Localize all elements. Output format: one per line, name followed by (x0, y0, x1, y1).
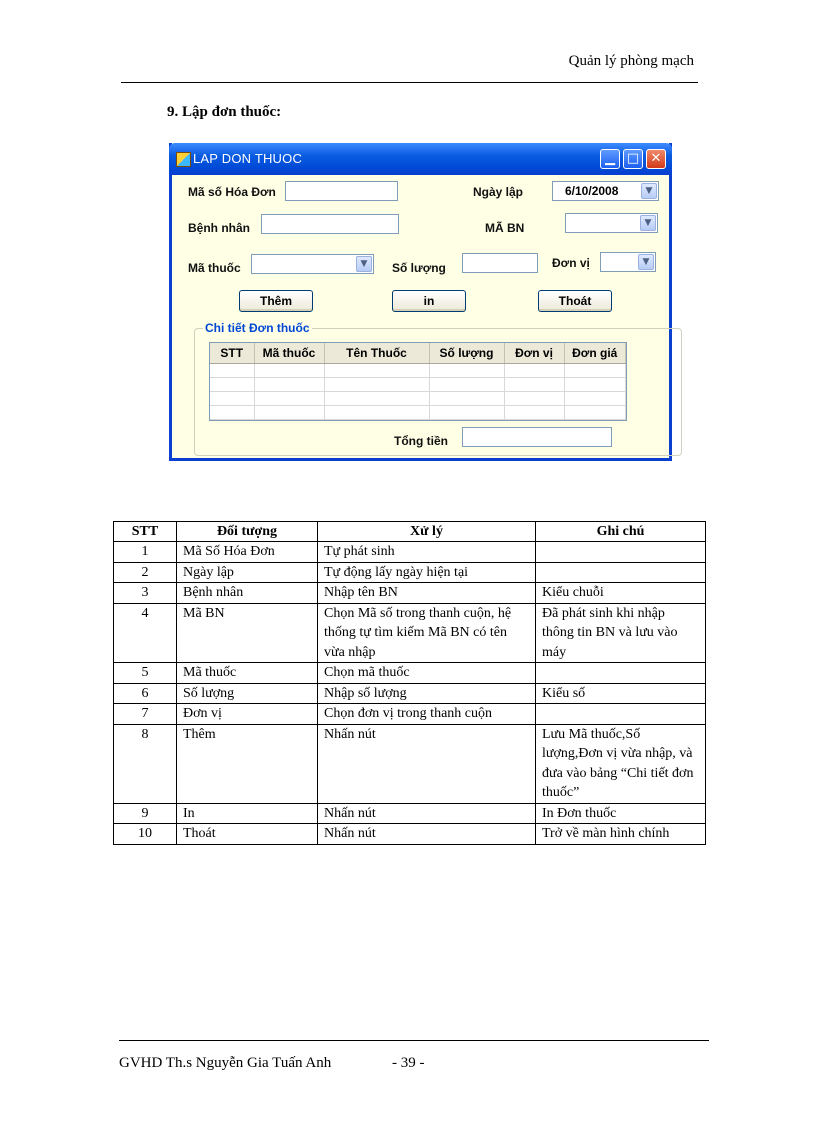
so-luong-input[interactable] (462, 253, 538, 273)
table-header-xu-ly: Xử lý (318, 522, 536, 542)
cell-ghi-chu (536, 704, 706, 725)
cell-ghi-chu: Lưu Mã thuốc,Số lượng,Đơn vị vừa nhập, và đưa vào bảng “Chi tiết đơn thuốc” (536, 724, 706, 803)
cell-stt: 9 (114, 803, 177, 824)
cell-xu-ly: Nhập số lượng (318, 683, 536, 704)
minimize-icon: ▁ (605, 151, 615, 166)
table-header-row (114, 522, 706, 542)
so-luong-label: Số lượng (392, 261, 446, 275)
cell-xu-ly: Nhấn nút (318, 803, 536, 824)
cell-stt: 7 (114, 704, 177, 725)
cell-ghi-chu: Kiểu số (536, 683, 706, 704)
header-title: Quản lý phòng mạch (568, 53, 694, 69)
table-row (114, 704, 706, 725)
window-titlebar[interactable] (169, 143, 672, 175)
cell-xu-ly: Chọn Mã số trong thanh cuộn, hệ thống tự tìm kiếm Mã BN có tên vừa nhập (318, 603, 536, 663)
header-divider (121, 82, 698, 83)
grid-col-ma-thuoc[interactable]: Mã thuốc (254, 343, 324, 364)
cell-doi-tuong: Ngày lập (177, 562, 318, 583)
cell-ghi-chu: Kiểu chuỗi (536, 583, 706, 604)
table-header-stt: STT (114, 522, 177, 542)
grid-row[interactable] (210, 378, 626, 392)
lap-don-thuoc-window (169, 143, 672, 461)
cell-stt: 4 (114, 603, 177, 663)
grid-col-stt[interactable]: STT (210, 343, 254, 364)
cell-xu-ly: Chọn mã thuốc (318, 663, 536, 684)
table-header-ghi-chu: Ghi chú (536, 522, 706, 542)
grid-row[interactable] (210, 392, 626, 406)
table-header-doi-tuong: Đối tượng (177, 522, 318, 542)
ma-thuoc-label: Mã thuốc (188, 261, 241, 275)
cell-doi-tuong: Mã Số Hóa Đơn (177, 542, 318, 563)
don-vi-combo[interactable] (600, 252, 656, 272)
cell-doi-tuong: Mã thuốc (177, 663, 318, 684)
table-row (114, 724, 706, 803)
cell-ghi-chu (536, 542, 706, 563)
cell-stt: 3 (114, 583, 177, 604)
ma-thuoc-combo[interactable] (251, 254, 374, 274)
table-row (114, 583, 706, 604)
chi-tiet-group-title: Chi tiết Đơn thuốc (205, 321, 310, 335)
cell-stt: 10 (114, 824, 177, 845)
cell-stt: 8 (114, 724, 177, 803)
table-row (114, 542, 706, 563)
in-button[interactable]: in (392, 290, 466, 312)
close-icon: ✕ (650, 151, 662, 166)
window-title: LAP DON THUOC (193, 151, 303, 166)
description-table (113, 521, 706, 845)
close-button[interactable] (646, 149, 666, 169)
cell-xu-ly: Tự động lấy ngày hiện tại (318, 562, 536, 583)
grid-col-ten-thuoc[interactable]: Tên Thuốc (324, 343, 429, 364)
table-row (114, 562, 706, 583)
ma-bn-label: MÃ BN (485, 221, 525, 235)
table-row (114, 803, 706, 824)
section-title: 9. Lập đơn thuốc: (167, 104, 282, 120)
cell-doi-tuong: Bệnh nhân (177, 583, 318, 604)
tong-tien-input[interactable] (462, 427, 612, 447)
chevron-down-icon[interactable]: ▼ (640, 215, 656, 231)
ma-so-hoa-don-label: Mã số Hóa Đơn (188, 185, 276, 199)
grid-col-so-luong[interactable]: Số lượng (429, 343, 504, 364)
cell-xu-ly: Tự phát sinh (318, 542, 536, 563)
grid-col-don-vi[interactable]: Đơn vị (504, 343, 564, 364)
grid-header-row (210, 343, 626, 364)
cell-doi-tuong: Thêm (177, 724, 318, 803)
chevron-down-icon[interactable]: ▼ (356, 256, 372, 272)
grid-row[interactable] (210, 406, 626, 420)
ngay-lap-label: Ngày lập (473, 185, 524, 199)
ngay-lap-datepicker[interactable] (552, 181, 659, 201)
benh-nhan-input[interactable] (261, 214, 399, 234)
cell-ghi-chu (536, 663, 706, 684)
cell-stt: 2 (114, 562, 177, 583)
tong-tien-label: Tổng tiền (394, 434, 448, 448)
table-row (114, 683, 706, 704)
cell-xu-ly: Nhấn nút (318, 824, 536, 845)
maximize-icon: □ (626, 151, 640, 166)
benh-nhan-label: Bệnh nhân (188, 221, 250, 235)
page-number: - 39 - (392, 1055, 425, 1071)
cell-stt: 5 (114, 663, 177, 684)
chevron-down-icon[interactable]: ▼ (638, 254, 654, 270)
table-row (114, 603, 706, 663)
chi-tiet-grid[interactable] (209, 342, 627, 421)
cell-xu-ly: Chọn đơn vị trong thanh cuộn (318, 704, 536, 725)
cell-doi-tuong: Đơn vị (177, 704, 318, 725)
cell-ghi-chu: In Đơn thuốc (536, 803, 706, 824)
cell-doi-tuong: Mã BN (177, 603, 318, 663)
grid-row[interactable] (210, 364, 626, 378)
ngay-lap-value: 6/10/2008 (565, 184, 619, 198)
cell-xu-ly: Nhập tên BN (318, 583, 536, 604)
cell-ghi-chu: Đã phát sinh khi nhập thông tin BN và lưu vào máy (536, 603, 706, 663)
ma-bn-combo[interactable] (565, 213, 658, 233)
them-button[interactable]: Thêm (239, 290, 313, 312)
cell-xu-ly: Nhấn nút (318, 724, 536, 803)
cell-ghi-chu (536, 562, 706, 583)
maximize-button[interactable] (623, 149, 643, 169)
cell-doi-tuong: In (177, 803, 318, 824)
cell-ghi-chu: Trở về màn hình chính (536, 824, 706, 845)
cell-stt: 1 (114, 542, 177, 563)
footer-author: GVHD Th.s Nguyễn Gia Tuấn Anh (119, 1055, 332, 1071)
thoat-button[interactable]: Thoát (538, 290, 612, 312)
table-row (114, 663, 706, 684)
table-row (114, 824, 706, 845)
minimize-button[interactable] (600, 149, 620, 169)
cell-stt: 6 (114, 683, 177, 704)
app-icon (176, 152, 191, 167)
cell-doi-tuong: Số lượng (177, 683, 318, 704)
footer-divider (119, 1040, 709, 1041)
grid-col-don-gia[interactable]: Đơn giá (564, 343, 626, 364)
don-vi-label: Đơn vị (552, 256, 590, 270)
chevron-down-icon[interactable]: ▼ (641, 183, 657, 199)
cell-doi-tuong: Thoát (177, 824, 318, 845)
ma-so-hoa-don-input[interactable] (285, 181, 398, 201)
